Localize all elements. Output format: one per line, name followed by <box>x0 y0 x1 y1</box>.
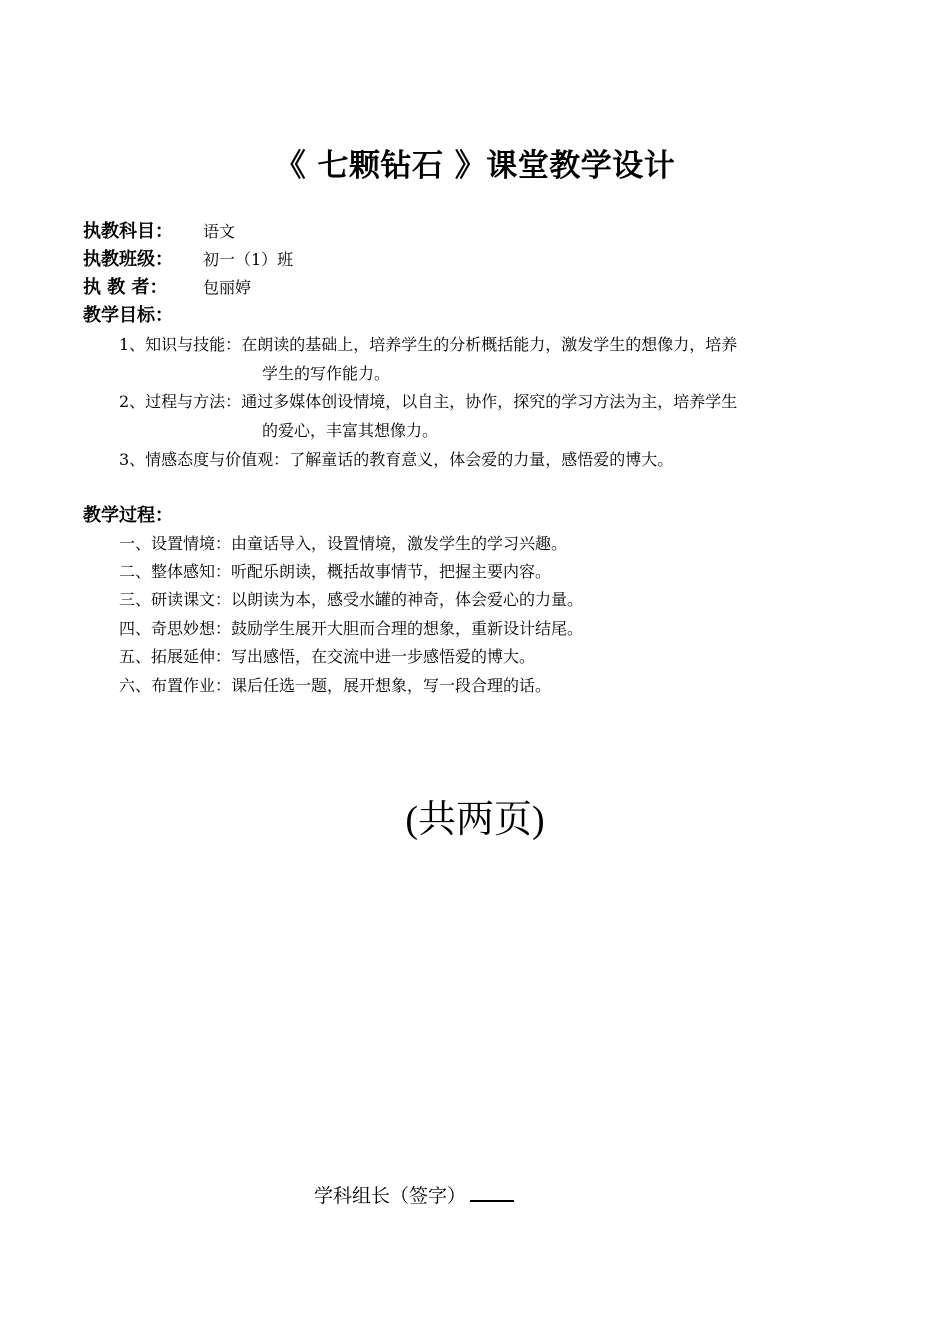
goal-label: 1、知识与技能： <box>119 335 242 354</box>
process-step: 五、拓展延伸：写出感悟，在交流中进一步感悟爱的博大。 <box>119 647 536 666</box>
process-step: 六、布置作业：课后任选一题，展开想象，写一段合理的话。 <box>119 676 552 695</box>
goal-item <box>119 445 839 474</box>
meta-subject-value: 语文 <box>203 222 236 241</box>
signature-label: 学科组长（签字） <box>314 1185 467 1207</box>
meta-teacher-label: 执 教 者： <box>83 277 168 298</box>
meta-class-value: 初一（1）班 <box>203 250 294 269</box>
process-step: 一、设置情境：由童话导入，设置情境，激发学生的学习兴趣。 <box>119 534 568 553</box>
meta-class-label: 执教班级： <box>83 249 173 270</box>
signature-line <box>470 1182 514 1202</box>
document-title: 《 七颗钻石 》课堂教学设计 <box>274 148 676 184</box>
goal-text: 在朗读的基础上，培养学生的分析概括能力，激发学生的想像力，培养 <box>241 335 738 354</box>
goal-text: 通过多媒体创设情境，以自主，协作，探究的学习方法为主，培养学生 <box>241 392 738 411</box>
goal-label: 2、过程与方法： <box>119 392 242 411</box>
goal-label: 3、情感态度与价值观： <box>119 450 290 469</box>
goals-heading: 教学目标： <box>83 305 173 326</box>
goal-item <box>119 387 839 445</box>
goal-text: 了解童话的教育意义，体会爱的力量，感悟爱的博大。 <box>289 450 674 469</box>
goal-text-continued: 学生的写作能力。 <box>262 364 391 383</box>
signature-block <box>314 1180 514 1212</box>
process-step: 二、整体感知：听配乐朗读，概括故事情节，把握主要内容。 <box>119 562 552 581</box>
goal-item <box>119 330 839 388</box>
meta-class <box>83 246 293 274</box>
process-heading: 教学过程： <box>83 505 173 526</box>
process-step: 四、奇思妙想：鼓励学生展开大胆而合理的想象，重新设计结尾。 <box>119 619 584 638</box>
goal-text-continued: 的爱心，丰富其想像力。 <box>262 421 439 440</box>
meta-subject <box>83 218 235 246</box>
meta-subject-label: 执教科目： <box>83 221 173 242</box>
meta-teacher <box>83 274 251 302</box>
meta-teacher-value: 包丽婷 <box>203 278 252 297</box>
page-count-note: (共两页) <box>405 799 545 841</box>
process-step: 三、研读课文：以朗读为本，感受水罐的神奇，体会爱心的力量。 <box>119 590 584 609</box>
